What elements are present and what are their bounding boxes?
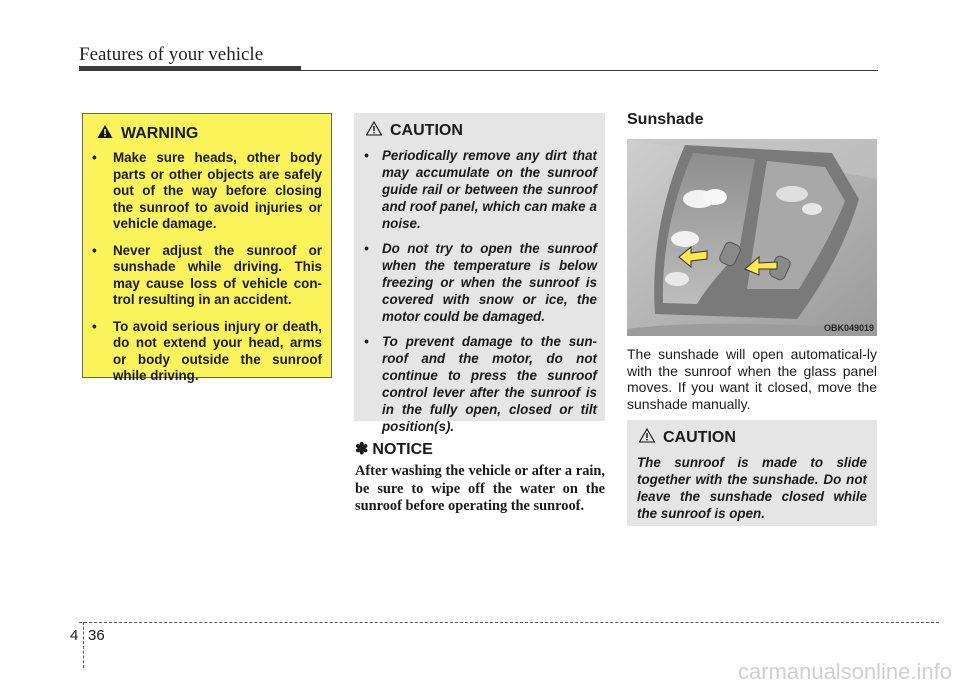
caution-header	[639, 428, 877, 448]
warning-list	[83, 150, 331, 385]
warning-item: • Never adjust the sunroof or sunshade while driving. This may cause loss of vehicle con-trol resulting in an accident.	[92, 242, 322, 307]
notice-heading	[355, 439, 433, 459]
sunshade-figure	[627, 139, 877, 336]
header-bar	[79, 66, 301, 71]
warning-box	[82, 113, 332, 383]
bullet: •	[92, 318, 97, 334]
page-number: 36	[88, 627, 105, 644]
bullet: •	[364, 334, 369, 349]
caution-box-sunroof	[354, 113, 605, 434]
caution-label: CAUTION	[663, 429, 736, 446]
warning-item: • Make sure heads, other body parts or other objects are safely out of the way before closing the sunroof to avoid injuries or vehicle damage.	[92, 150, 322, 231]
bullet: •	[364, 148, 369, 163]
bullet: •	[92, 150, 97, 165]
caution-list	[354, 147, 605, 435]
header-rule	[301, 70, 878, 71]
notice-text: After washing the vehicle or after a rain, be sure to wipe off the water on the sunroof before operating the sunroof.	[355, 463, 605, 514]
chapter-number: 4	[70, 627, 79, 644]
caution-item: • Periodically remove any dirt that may accumulate on the sunroof guide rail or between the sunroof and roof panel, which can make a noise.	[364, 148, 597, 231]
caution-triangle-icon	[366, 121, 382, 141]
watermark: carmanualsonline.info	[737, 659, 952, 684]
caution-header	[366, 121, 605, 141]
caution-triangle-icon	[639, 428, 655, 448]
notice-star-icon: ✽	[355, 441, 369, 458]
caution-box-sunshade	[627, 420, 877, 526]
sunroof-illustration	[627, 139, 877, 336]
caution-label: CAUTION	[390, 122, 463, 139]
warning-item: • To avoid serious injury or death, do not extend your head, arms or body outside the sunroof while driving.	[92, 318, 322, 383]
bullet: •	[364, 241, 369, 256]
sunshade-heading: Sunshade	[627, 111, 704, 128]
bullet: •	[92, 242, 97, 258]
caution-item: • Do not try to open the sunroof when the temperature is below freezing or when the sunroof is covered with snow or ice, the motor could be damaged.	[364, 241, 597, 324]
warning-label: WARNING	[121, 125, 199, 142]
warning-header	[97, 124, 331, 144]
sunshade-text: The sunshade will open automatical-ly with the sunroof when the glass panel moves. If you want it closed, move the sunshade manually.	[627, 346, 877, 412]
caution-item: • To prevent damage to the sun-roof and the motor, do not continue to press the sunroof control lever after the sunroof is in the fully open, closed or tilt position(s).	[364, 334, 597, 434]
figure-code: OBK049019	[823, 323, 874, 333]
warning-triangle-icon	[97, 124, 113, 144]
notice-label: NOTICE	[372, 441, 433, 458]
footer-rule	[79, 622, 939, 623]
footer-divider	[83, 622, 84, 668]
caution-text: The sunroof is made to slide together with the sunshade. Do not leave the sunshade closed while the sunroof is open.	[637, 455, 867, 521]
page-header-title: Features of your vehicle	[79, 44, 264, 65]
